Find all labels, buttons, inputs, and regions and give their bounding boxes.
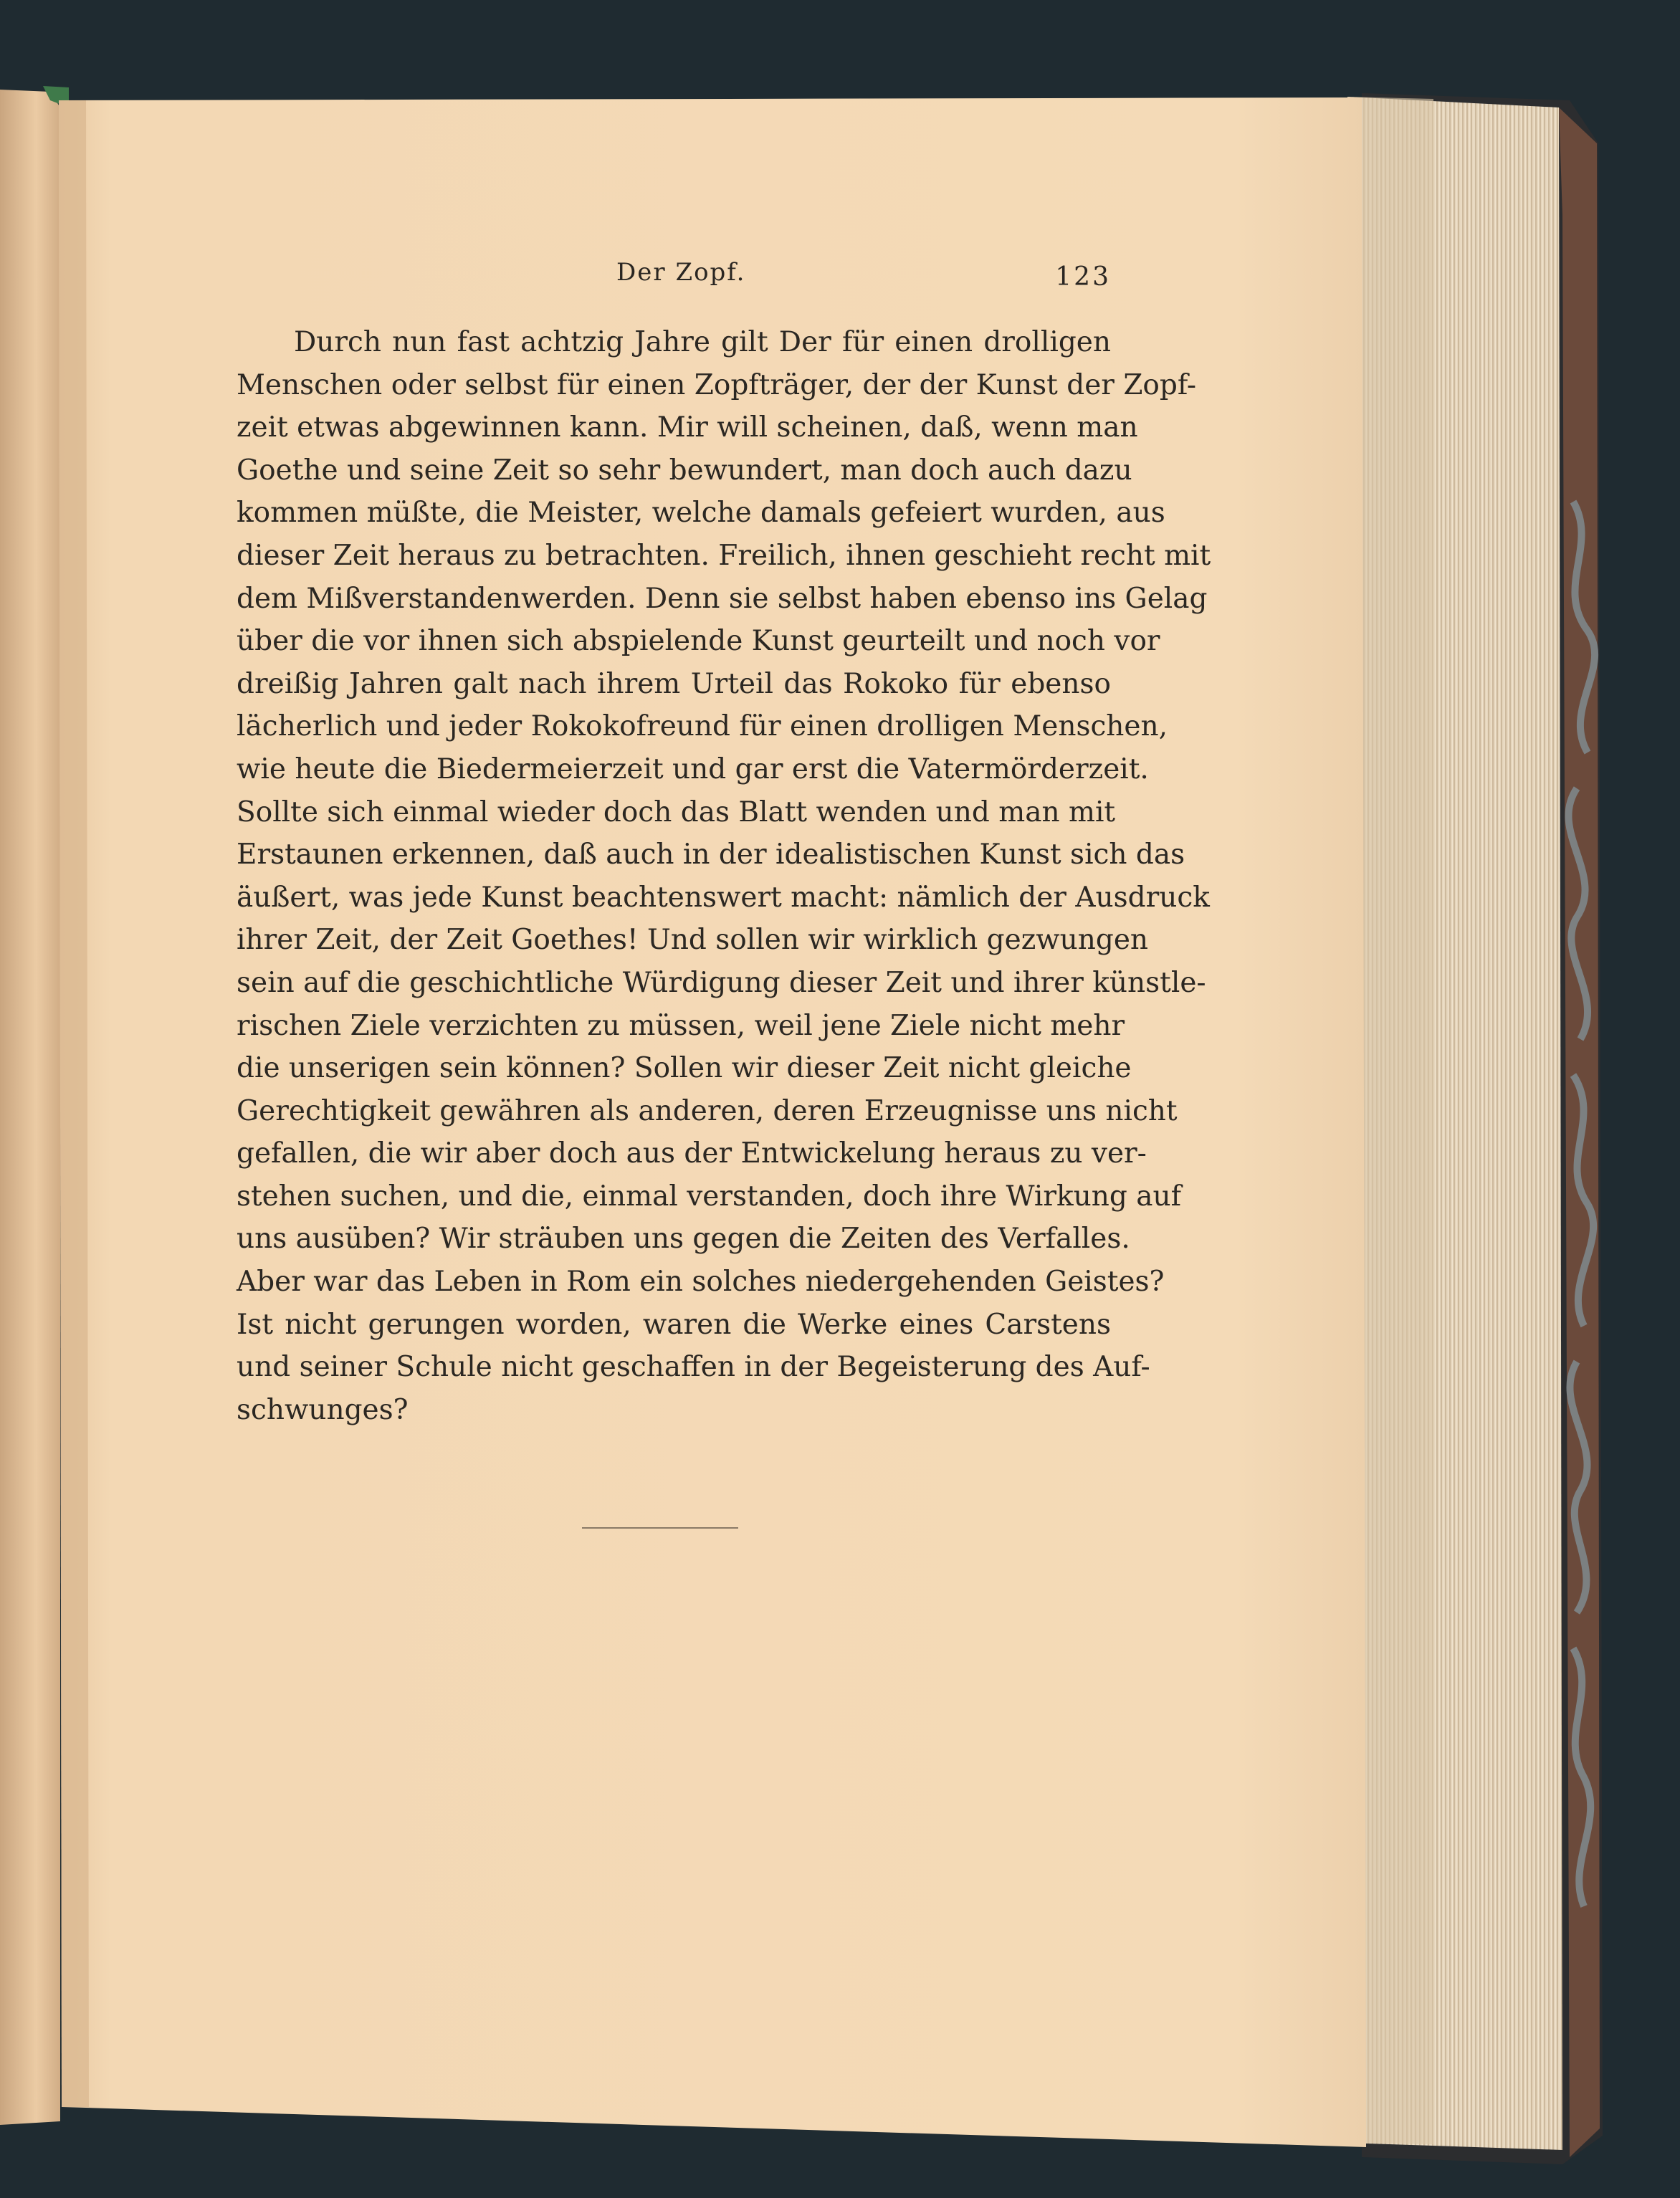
text-line: dreißig Jahren galt nach ihrem Urteil das Rokoko für ebenso <box>237 667 1111 700</box>
text-line: stehen suchen, und die, einmal verstanden, doch ihre Wirkung auf <box>237 1180 1182 1213</box>
running-head-title: Der Zopf. <box>616 258 746 287</box>
text-line: wie heute die Biedermeierzeit und gar erst die Vatermörderzeit. <box>237 752 1149 785</box>
text-line: schwunges? <box>237 1393 409 1426</box>
text-line: über die vor ihnen sich abspielende Kunst geurteilt und noch vor <box>237 625 1160 658</box>
text-line: sein auf die geschichtliche Würdigung dieser Zeit und ihrer künstle- <box>237 966 1206 999</box>
text-line: Sollte sich einmal wieder doch das Blatt wenden und man mit <box>237 795 1116 828</box>
text-line: äußert, was jede Kunst beachtenswert macht: nämlich der Ausdruck <box>237 881 1210 914</box>
text-line: gefallen, die wir aber doch aus der Entwickelung heraus zu ver- <box>237 1137 1147 1170</box>
text-line: Gerechtigkeit gewähren als anderen, deren Erzeugnisse uns nicht <box>237 1094 1178 1127</box>
section-end-rule <box>582 1527 738 1529</box>
running-head <box>237 255 1111 298</box>
text-line: ihrer Zeit, der Zeit Goethes! Und sollen wir wirklich gezwungen <box>237 924 1149 957</box>
text-line: und seiner Schule nicht geschaffen in der Begeisterung des Auf- <box>237 1351 1150 1384</box>
text-line: Menschen oder selbst für einen Zopfträger, der der Kunst der Zopf- <box>237 368 1197 401</box>
text-line: dem Mißverstandenwerden. Denn sie selbst haben ebenso ins Gelag <box>237 582 1208 615</box>
text-line: Durch nun fast achtzig Jahre gilt Der für einen drolligen <box>294 326 1111 358</box>
text-line: Aber war das Leben in Rom ein solches niedergehenden Geistes? <box>237 1266 1165 1299</box>
body-paragraph <box>237 321 1211 1431</box>
text-line: uns ausüben? Wir sträuben uns gegen die Zeiten des Verfalles. <box>237 1223 1130 1256</box>
text-line: Erstaunen erkennen, daß auch in der idealistischen Kunst sich das <box>237 838 1185 871</box>
text-line: zeit etwas abgewinnen kann. Mir will scheinen, daß, wenn man <box>237 411 1138 444</box>
text-line: lächerlich und jeder Rokokofreund für einen drolligen Menschen, <box>237 710 1168 743</box>
text-line: dieser Zeit heraus zu betrachten. Freilich, ihnen geschieht recht mit <box>237 539 1211 572</box>
page-number: 123 <box>1055 262 1111 292</box>
text-line: Ist nicht gerungen worden, waren die Werke eines Carstens <box>237 1308 1111 1341</box>
text-line: die unserigen sein können? Sollen wir dieser Zeit nicht gleiche <box>237 1052 1132 1085</box>
text-line: Goethe und seine Zeit so sehr bewundert, man doch auch dazu <box>237 454 1132 487</box>
text-line: rischen Ziele verzichten zu müssen, weil jene Ziele nicht mehr <box>237 1009 1125 1042</box>
text-line: kommen müßte, die Meister, welche damals gefeiert wurden, aus <box>237 497 1165 530</box>
